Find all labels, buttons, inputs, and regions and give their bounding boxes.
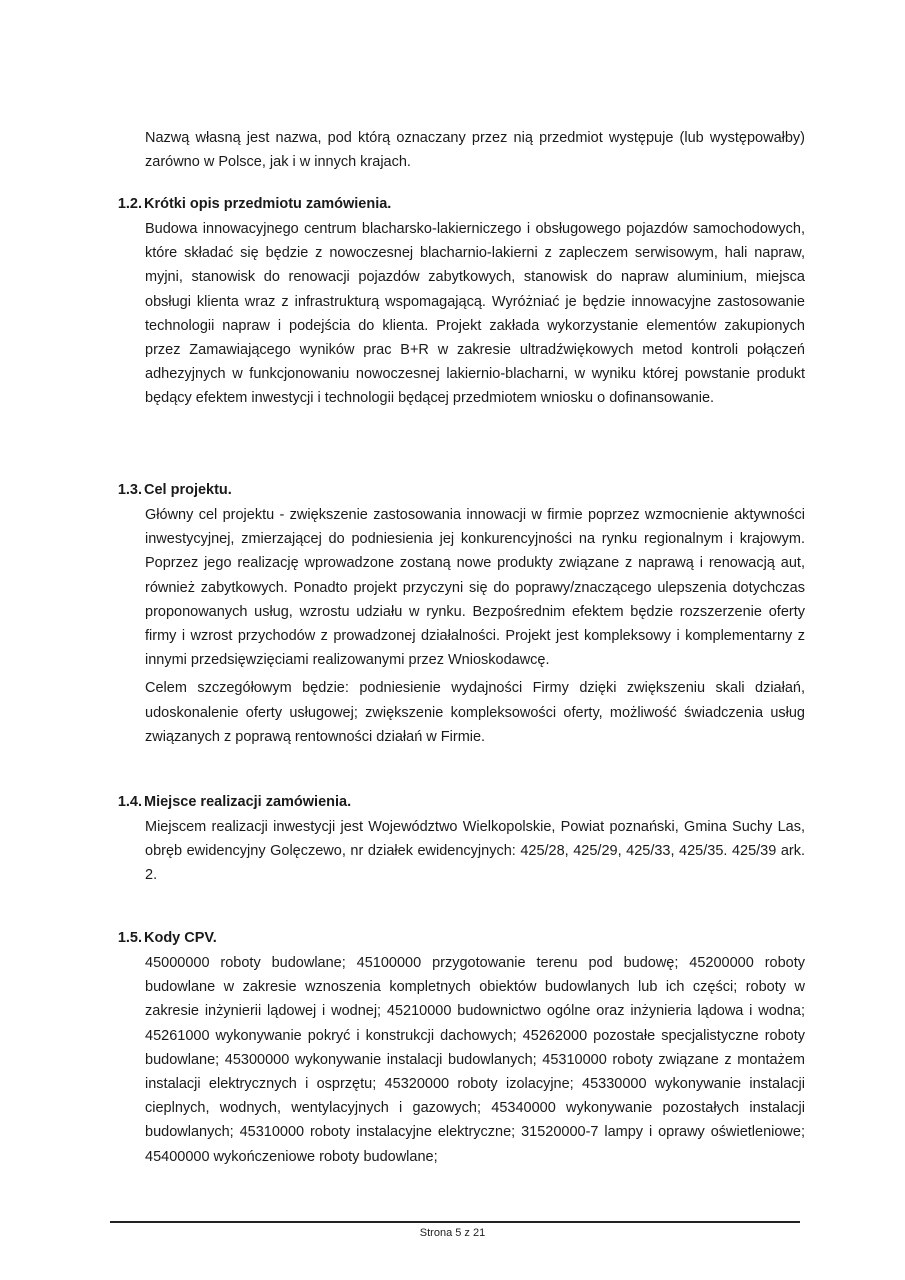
section-heading	[112, 791, 805, 813]
section-number: 1.5.	[117, 930, 142, 946]
section-paragraph: Główny cel projektu - zwiększenie zastosowania innowacji w firmie poprzez wzmocnienie aktywności inwestycyjnej, zmierzającej do podniesienia jej konkurencyjności na rynku regionalnym i krajowym. Poprzez jego realizację wprowadzone zostaną nowe produkty związane z naprawą i renowacją aut, również zabytkowych. Ponadto projekt przyczyni się do poprawy/znaczącego ulepszenia dotychczas proponowanych usług, wzrostu udziału w rynku. Bezpośrednim efektem będzie rozszerzenie oferty firmy i wzrost przychodów z prowadzonej działalności. Projekt jest kompleksowy i komplementarny z innymi przedsięwzięciami realizowanymi przez Wnioskodawcę.	[145, 507, 805, 669]
section-paragraph: Budowa innowacyjnego centrum blacharsko-lakierniczego i obsługowego pojazdów samochodowych, które składać się będzie z nowoczesnej blacharnio-lakierni z zapleczem serwisowym, hali napraw, myjni, stanowisk do renowacji pojazdów zabytkowych, stanowisk do napraw aluminium, miejsca obsługi klienta wraz z infrastrukturą wspomagającą. Wyróżniać je będzie innowacyjne zastosowanie technologii napraw i podejścia do klienta. Projekt zakłada wykorzystanie elementów zakupionych przez Zamawiającego wyników prac B+R w zakresie ultradźwiękowych metod kontroli połączeń adhezyjnych w funkcjonowaniu nowoczesnej lakiernio-blacharni, w wyniku której powstanie produkt będący efektem inwestycji i technologii będącej przedmiotem wniosku o dofinansowanie.	[145, 221, 805, 407]
section-heading	[112, 193, 805, 215]
page-number: Strona 5 z 21	[419, 1227, 486, 1239]
section-number: 1.2.	[117, 196, 142, 212]
section-title: Miejsce realizacji zamówienia.	[144, 794, 352, 810]
section-1-3	[112, 479, 805, 753]
section-title: Kody CPV.	[144, 930, 217, 946]
section-1-2	[112, 193, 805, 415]
section-heading	[112, 479, 805, 501]
section-number: 1.3.	[117, 482, 142, 498]
footer-divider	[110, 1221, 800, 1223]
section-1-5	[112, 927, 805, 1173]
section-paragraph: 45000000 roboty budowlane; 45100000 przygotowanie terenu pod budowę; 45200000 roboty budowlane w zakresie wznoszenia kompletnych obiektów budowlanych lub ich części; roboty w zakresie inżynierii lądowej i wodnej; 45210000 budownictwo ogólne oraz inżynieria lądowa i wodna; 45261000 wykonywanie pokryć i konstrukcji dachowych; 45262000 pozostałe specjalistyczne roboty budowlane; 45300000 wykonywanie instalacji budowlanych; 45310000 roboty związane z montażem instalacji elektrycznych i osprzętu; 45320000 roboty izolacyjne; 45330000 wykonywanie instalacji cieplnych, wodnych, wentylacyjnych i gazowych; 45340000 wykonywanie pozostałych instalacji budowlanych; 45310000 roboty instalacyjne elektryczne; 31520000-7 lampy i oprawy oświetleniowe; 45400000 wykończeniowe roboty budowlane;	[145, 955, 805, 1165]
section-title: Krótki opis przedmiotu zamówienia.	[144, 196, 392, 212]
section-heading	[112, 927, 805, 949]
section-1-4	[112, 791, 805, 892]
section-paragraph: Miejscem realizacji inwestycji jest Województwo Wielkopolskie, Powiat poznański, Gmina Suchy Las, obręb ewidencyjny Golęczewo, nr działek ewidencyjnych: 425/28, 425/29, 425/33, 425/35. 425/39 ark. 2.	[145, 819, 805, 884]
section-paragraph: Celem szczegółowym będzie: podniesienie wydajności Firmy dzięki zwiększeniu skali działań, udoskonalenie oferty usługowej; zwiększenie kompleksowości oferty, możliwość świadczenia usług związanych z poprawą rentowności działań w Firmie.	[145, 680, 805, 745]
section-title: Cel projektu.	[144, 482, 232, 498]
intro-paragraph: Nazwą własną jest nazwa, pod którą oznaczany przez nią przedmiot występuje (lub występowałby) zarówno w Polsce, jak i w innych krajach.	[145, 129, 805, 170]
section-number: 1.4.	[117, 794, 142, 810]
